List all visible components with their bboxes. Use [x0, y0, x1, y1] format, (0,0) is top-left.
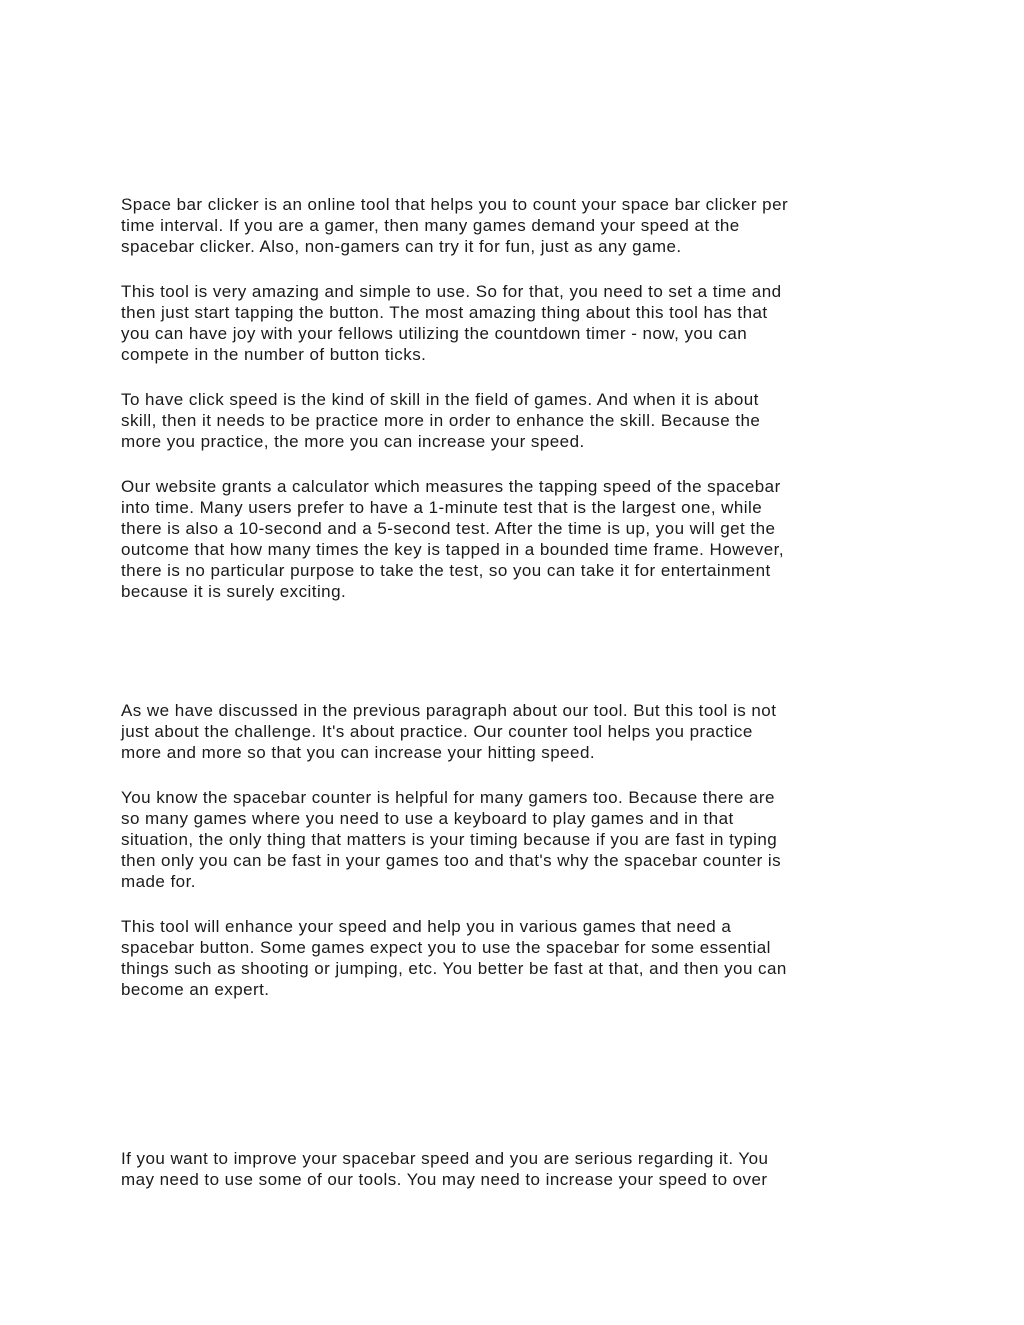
- text-line: spacebar button. Some games expect you to use the spacebar for some essential: [121, 938, 771, 958]
- text-line: skill, then it needs to be practice more in order to enhance the skill. Because the: [121, 411, 761, 431]
- text-line: situation, the only thing that matters is your timing because if you are fast in typing: [121, 830, 778, 850]
- text-line: You know the spacebar counter is helpful for many gamers too. Because there are: [121, 788, 775, 807]
- paragraph-click-speed-skill: [121, 389, 911, 452]
- paragraph-website-calculator: [121, 476, 911, 603]
- text-line: Our website grants a calculator which measures the tapping speed of the spacebar: [121, 477, 781, 496]
- text-line: time interval. If you are a gamer, then many games demand your speed at the: [121, 216, 740, 236]
- text-line: there is also a 10-second and a 5-second test. After the time is up, you will get the: [121, 519, 776, 539]
- text-line: so many games where you need to use a keyboard to play games and in that: [121, 809, 734, 829]
- text-line: outcome that how many times the key is tapped in a bounded time frame. However,: [121, 540, 784, 560]
- text-line: just about the challenge. It's about practice. Our counter tool helps you practice: [121, 722, 753, 742]
- text-line: This tool is very amazing and simple to use. So for that, you need to set a time and: [121, 282, 782, 301]
- paragraph-practice: [121, 700, 911, 763]
- paragraph-improve-speed: [121, 1148, 911, 1190]
- text-line: To have click speed is the kind of skill in the field of games. And when it is about: [121, 390, 759, 409]
- text-line: As we have discussed in the previous paragraph about our tool. But this tool is not: [121, 701, 777, 720]
- text-line: there is no particular purpose to take the test, so you can take it for entertainment: [121, 561, 771, 581]
- text-line: compete in the number of button ticks.: [121, 345, 427, 365]
- text-line: you can have joy with your fellows utilizing the countdown timer - now, you can: [121, 324, 748, 344]
- paragraph-tool-usage: [121, 281, 911, 365]
- paragraph-intro: [121, 194, 911, 257]
- text-line: into time. Many users prefer to have a 1-minute test that is the largest one, while: [121, 498, 763, 518]
- text-line: things such as shooting or jumping, etc. You better be fast at that, and then you can: [121, 959, 787, 979]
- paragraph-gamers: [121, 787, 911, 892]
- text-line: more and more so that you can increase your hitting speed.: [121, 743, 596, 763]
- text-line: more you practice, the more you can increase your speed.: [121, 432, 585, 452]
- text-line: spacebar clicker. Also, non-gamers can try it for fun, just as any game.: [121, 237, 682, 257]
- paragraph-enhance-speed: [121, 916, 911, 1000]
- text-line: become an expert.: [121, 980, 270, 1000]
- text-line: If you want to improve your spacebar speed and you are serious regarding it. You: [121, 1149, 769, 1168]
- text-line: may need to use some of our tools. You may need to increase your speed to over: [121, 1170, 768, 1190]
- text-line: Space bar clicker is an online tool that helps you to count your space bar clicker per: [121, 195, 789, 214]
- text-line: then just start tapping the button. The most amazing thing about this tool has that: [121, 303, 768, 323]
- text-line: made for.: [121, 872, 196, 892]
- text-line: then only you can be fast in your games too and that's why the spacebar counter is: [121, 851, 782, 871]
- text-line: This tool will enhance your speed and help you in various games that need a: [121, 917, 732, 936]
- text-line: because it is surely exciting.: [121, 582, 347, 602]
